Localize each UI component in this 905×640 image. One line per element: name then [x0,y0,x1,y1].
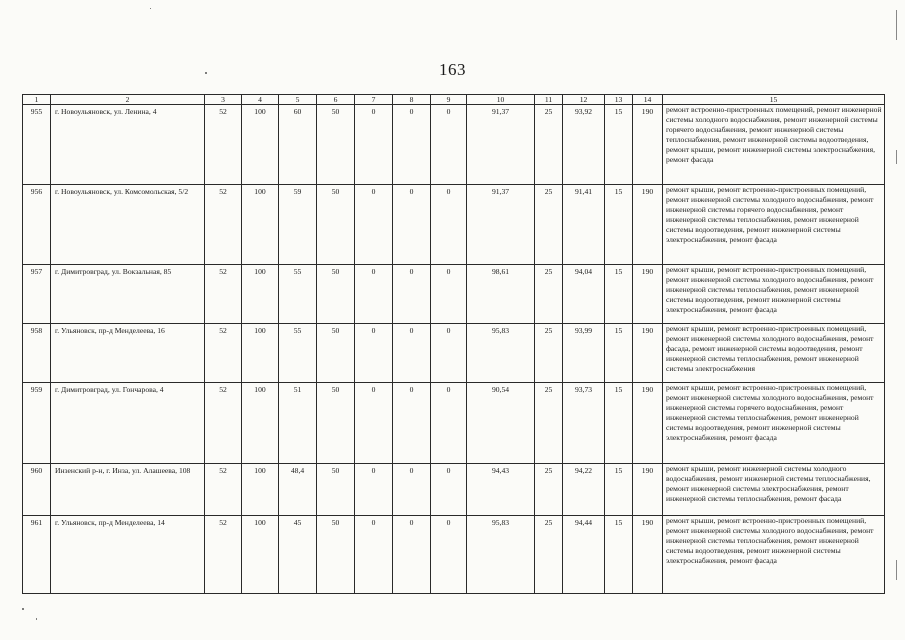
value-cell-10: 94,43 [467,464,535,516]
value-cell-6: 50 [317,105,355,185]
value-cell-12: 93,92 [563,105,605,185]
value-cell-14: 190 [633,105,663,185]
value-cell-10: 90,54 [467,383,535,464]
value-cell-14: 190 [633,464,663,516]
value-cell-12: 94,44 [563,516,605,594]
column-header-1: 1 [23,95,51,105]
column-header-6: 6 [317,95,355,105]
column-header-14: 14 [633,95,663,105]
scan-edge-mark [896,150,897,164]
value-cell-3: 52 [205,324,242,383]
table-row [23,383,885,464]
address-cell: г. Новоульяновск, ул. Комсомольская, 5/2 [51,185,205,265]
address-cell: г. Новоульяновск, ул. Ленина, 4 [51,105,205,185]
row-number-cell: 957 [23,265,51,324]
value-cell-9: 0 [431,516,467,594]
repair-works-cell: ремонт крыши, ремонт встроенно-пристроенных помещений, ремонт инженерной системы холодного водоснабжения, ремонт инженерной системы горячего водоснабжения, ремонт инженерной системы теплоснабжения, ремонт инженерной системы водоотведения, ремонт инженерной системы электроснабжения, ремонт фасада [663,185,885,265]
value-cell-12: 93,99 [563,324,605,383]
value-cell-10: 91,37 [467,185,535,265]
table-row [23,324,885,383]
value-cell-10: 95,83 [467,324,535,383]
row-number-cell: 960 [23,464,51,516]
column-header-11: 11 [535,95,563,105]
value-cell-5: 51 [279,383,317,464]
address-cell: Инзенский р-н, г. Инза, ул. Алашеева, 108 [51,464,205,516]
column-header-9: 9 [431,95,467,105]
value-cell-11: 25 [535,383,563,464]
value-cell-14: 190 [633,185,663,265]
value-cell-4: 100 [242,464,279,516]
value-cell-7: 0 [355,464,393,516]
value-cell-5: 55 [279,265,317,324]
value-cell-4: 100 [242,265,279,324]
value-cell-7: 0 [355,265,393,324]
value-cell-9: 0 [431,105,467,185]
value-cell-13: 15 [605,324,633,383]
value-cell-14: 190 [633,265,663,324]
column-header-4: 4 [242,95,279,105]
value-cell-9: 0 [431,185,467,265]
value-cell-13: 15 [605,383,633,464]
page-number: 163 [439,60,466,79]
value-cell-13: 15 [605,516,633,594]
scan-speck [36,618,37,620]
column-number-row [23,95,885,105]
row-number-cell: 958 [23,324,51,383]
value-cell-10: 98,61 [467,265,535,324]
value-cell-8: 0 [393,383,431,464]
value-cell-14: 190 [633,516,663,594]
value-cell-6: 50 [317,464,355,516]
value-cell-5: 48,4 [279,464,317,516]
value-cell-11: 25 [535,324,563,383]
value-cell-4: 100 [242,516,279,594]
value-cell-6: 50 [317,265,355,324]
value-cell-6: 50 [317,324,355,383]
value-cell-13: 15 [605,185,633,265]
value-cell-3: 52 [205,383,242,464]
value-cell-13: 15 [605,105,633,185]
value-cell-7: 0 [355,516,393,594]
scan-edge-mark [896,560,897,580]
value-cell-14: 190 [633,324,663,383]
value-cell-11: 25 [535,516,563,594]
scan-edge-mark [896,10,897,40]
value-cell-3: 52 [205,464,242,516]
repair-works-cell: ремонт крыши, ремонт встроенно-пристроенных помещений, ремонт инженерной системы холодного водоснабжения, ремонт инженерной системы теплоснабжения, ремонт инженерной системы водоотведения, ремонт инженерной системы электроснабжения, ремонт фасада [663,516,885,594]
value-cell-11: 25 [535,464,563,516]
table-row [23,185,885,265]
value-cell-4: 100 [242,324,279,383]
value-cell-5: 45 [279,516,317,594]
value-cell-8: 0 [393,265,431,324]
repair-register-table [22,94,885,594]
address-cell: г. Ульяновск, пр-д Менделеева, 14 [51,516,205,594]
value-cell-8: 0 [393,464,431,516]
value-cell-9: 0 [431,324,467,383]
scan-speck [22,608,24,610]
column-header-8: 8 [393,95,431,105]
value-cell-9: 0 [431,464,467,516]
value-cell-8: 0 [393,185,431,265]
column-header-13: 13 [605,95,633,105]
value-cell-10: 91,37 [467,105,535,185]
value-cell-4: 100 [242,383,279,464]
column-header-3: 3 [205,95,242,105]
column-header-10: 10 [467,95,535,105]
column-header-15: 15 [663,95,885,105]
row-number-cell: 959 [23,383,51,464]
table-row [23,265,885,324]
value-cell-9: 0 [431,383,467,464]
scan-speck [150,8,151,9]
value-cell-5: 55 [279,324,317,383]
value-cell-8: 0 [393,516,431,594]
value-cell-8: 0 [393,324,431,383]
address-cell: г. Димитровград, ул. Гончарова, 4 [51,383,205,464]
table-row [23,464,885,516]
value-cell-11: 25 [535,105,563,185]
value-cell-6: 50 [317,185,355,265]
value-cell-12: 91,41 [563,185,605,265]
value-cell-3: 52 [205,265,242,324]
value-cell-3: 52 [205,105,242,185]
table-row [23,516,885,594]
value-cell-4: 100 [242,105,279,185]
value-cell-7: 0 [355,185,393,265]
column-header-2: 2 [51,95,205,105]
value-cell-3: 52 [205,185,242,265]
value-cell-7: 0 [355,105,393,185]
table-row [23,105,885,185]
value-cell-7: 0 [355,324,393,383]
value-cell-5: 60 [279,105,317,185]
column-header-5: 5 [279,95,317,105]
value-cell-12: 94,04 [563,265,605,324]
value-cell-5: 59 [279,185,317,265]
value-cell-12: 94,22 [563,464,605,516]
address-cell: г. Димитровград, ул. Вокзальная, 85 [51,265,205,324]
value-cell-11: 25 [535,265,563,324]
value-cell-11: 25 [535,185,563,265]
column-header-12: 12 [563,95,605,105]
value-cell-8: 0 [393,105,431,185]
row-number-cell: 956 [23,185,51,265]
row-number-cell: 961 [23,516,51,594]
row-number-cell: 955 [23,105,51,185]
value-cell-13: 15 [605,464,633,516]
value-cell-12: 93,73 [563,383,605,464]
address-cell: г. Ульяновск, пр-д Менделеева, 16 [51,324,205,383]
value-cell-6: 50 [317,516,355,594]
repair-works-cell: ремонт крыши, ремонт встроенно-пристроенных помещений, ремонт инженерной системы холодного водоснабжения, ремонт инженерной системы теплоснабжения, ремонт инженерной системы водоотведения, ремонт инженерной системы электроснабжения, ремонт фасада [663,265,885,324]
repair-works-cell: ремонт крыши, ремонт встроенно-пристроенных помещений, ремонт инженерной системы холодного водоснабжения, ремонт фасада, ремонт инженерной системы водоотведения, ремонт инженерной системы теплоснабжения, ремонт инженерной системы электроснабжения [663,324,885,383]
value-cell-10: 95,83 [467,516,535,594]
column-header-7: 7 [355,95,393,105]
value-cell-13: 15 [605,265,633,324]
repair-works-cell: ремонт крыши, ремонт инженерной системы холодного водоснабжения, ремонт инженерной системы теплоснабжения, ремонт инженерной системы электроснабжения, ремонт инженерной системы теплоснабжения, ремонт фасада [663,464,885,516]
repair-works-cell: ремонт крыши, ремонт встроенно-пристроенных помещений, ремонт инженерной системы холодного водоснабжения, ремонт инженерной системы горячего водоснабжения, ремонт инженерной системы теплоснабжения, ремонт инженерной системы водоотведения, ремонт инженерной системы электроснабжения, ремонт фасада [663,383,885,464]
value-cell-6: 50 [317,383,355,464]
value-cell-14: 190 [633,383,663,464]
repair-works-cell: ремонт встроенно-пристроенных помещений, ремонт инженерной системы холодного водоснабжения, ремонт инженерной системы горячего водоснабжения, ремонт инженерной системы теплоснабжения, ремонт инженерной системы водоотведения, ремонт крыши, ремонт инженерной системы электроснабжения, ремонт фасада [663,105,885,185]
value-cell-4: 100 [242,185,279,265]
value-cell-9: 0 [431,265,467,324]
value-cell-3: 52 [205,516,242,594]
value-cell-7: 0 [355,383,393,464]
